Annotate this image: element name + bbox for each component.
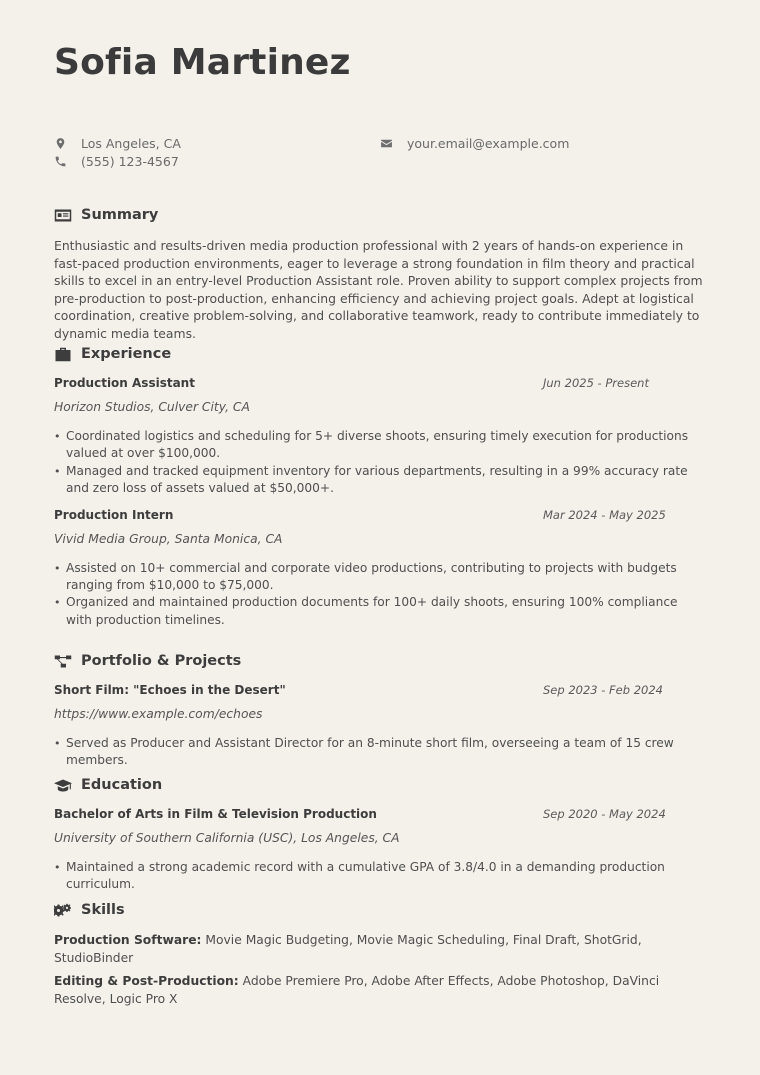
- school-name: University of Southern California (USC), Los Angeles, CA: [54, 831, 400, 845]
- education-header: [54, 775, 706, 795]
- education-section: [54, 775, 706, 894]
- id-card-icon: [54, 208, 72, 223]
- job-date: Mar 2024 - May 2025: [543, 507, 666, 522]
- skill-row-1: [54, 932, 706, 967]
- envelope-icon: [380, 137, 393, 150]
- skill-value: Adobe Premiere Pro, Adobe After Effects, Adobe Photoshop, DaVinci Resolve, Logic Pro X: [54, 974, 660, 1006]
- degree-title: Bachelor of Arts in Film & Television Production: [54, 807, 377, 821]
- project-link[interactable]: https://www.example.com/echoes: [54, 707, 263, 721]
- list-item: • Managed and tracked equipment inventory for various departments, resulting in a 99% accuracy rate and zero loss of assets valued at $50,000+.: [54, 463, 706, 498]
- list-item: • Assisted on 10+ commercial and corporate video productions, contributing to projects with budgets ranging from $10,000 to $75,000.: [54, 560, 706, 595]
- job-org: Horizon Studios, Culver City, CA: [54, 400, 250, 414]
- job-bullets: [54, 428, 706, 498]
- portfolio-header: [54, 651, 706, 671]
- graduation-cap-icon: [54, 778, 72, 793]
- contact-phone: [54, 152, 179, 170]
- project-title: Short Film: "Echoes in the Desert": [54, 683, 286, 697]
- job-title: Production Assistant: [54, 376, 195, 390]
- experience-entry-2: [54, 508, 706, 630]
- skills-header: [54, 900, 706, 920]
- list-item: • Coordinated logistics and scheduling for 5+ diverse shoots, ensuring timely execution for productions valued at over $100,000.: [54, 428, 706, 463]
- job-title: Production Intern: [54, 507, 174, 522]
- job-bullets: [54, 560, 706, 630]
- summary-section: [54, 205, 706, 343]
- project-diagram-icon: [54, 654, 72, 669]
- education-bullets: [54, 859, 706, 894]
- phone-text: (555) 123-4567: [81, 153, 179, 169]
- summary-text: Enthusiastic and results-driven media production professional with 2 years of hands-on experience in fast-paced production environments, eager to leverage a strong foundation in film theory and practical skills to excel in an entry-level Production Assistant role. Proven ability to support complex projects from pre-production to post-production, enhancing efficiency and achieving project goals. Adept at logistical coordination, creative problem-solving, and collaborative teamwork, ready to contribute immediately to dynamic media teams.: [54, 238, 703, 341]
- degree-date: Sep 2020 - May 2024: [543, 807, 666, 821]
- education-title: Education: [81, 777, 163, 793]
- contact-location: [54, 134, 181, 152]
- skill-label: Production Software:: [54, 933, 202, 947]
- skill-value: Movie Magic Budgeting, Movie Magic Scheduling, Final Draft, ShotGrid, StudioBinder: [54, 933, 642, 965]
- list-item: • Organized and maintained production documents for 100+ daily shoots, ensuring 100% compliance with production timelines.: [54, 594, 706, 629]
- job-date: Jun 2025 - Present: [543, 376, 649, 390]
- portfolio-title: Portfolio & Projects: [81, 653, 242, 669]
- summary-header: [54, 205, 706, 225]
- location-text: Los Angeles, CA: [81, 135, 181, 151]
- education-entry-1: [54, 807, 706, 894]
- experience-section: [54, 344, 706, 629]
- contact-email: [380, 134, 569, 152]
- project-bullets: [54, 735, 706, 770]
- experience-title: Experience: [81, 346, 172, 362]
- experience-entry-1: [54, 376, 706, 498]
- skill-row-2: [54, 973, 706, 1008]
- job-org: Vivid Media Group, Santa Monica, CA: [54, 531, 283, 546]
- list-item: • Maintained a strong academic record with a cumulative GPA of 3.8/4.0 in a demanding production curriculum.: [54, 859, 706, 894]
- skill-label: Editing & Post-Production:: [54, 974, 239, 989]
- email-text[interactable]: your.email@example.com: [407, 135, 570, 151]
- project-entry-1: [54, 683, 706, 770]
- phone-icon: [54, 155, 67, 168]
- briefcase-icon: [54, 347, 72, 362]
- project-date: Sep 2023 - Feb 2024: [543, 683, 663, 697]
- portfolio-section: [54, 651, 706, 770]
- list-item: • Served as Producer and Assistant Director for an 8-minute short film, overseeing a team of 15 crew members.: [54, 735, 706, 770]
- skills-title: Skills: [81, 902, 125, 918]
- candidate-name: Sofia Martinez: [54, 42, 351, 83]
- experience-header: [54, 344, 706, 364]
- skills-section: [54, 900, 706, 1008]
- map-pin-icon: [54, 137, 67, 150]
- cogs-icon: [54, 903, 72, 918]
- summary-title: Summary: [81, 207, 159, 223]
